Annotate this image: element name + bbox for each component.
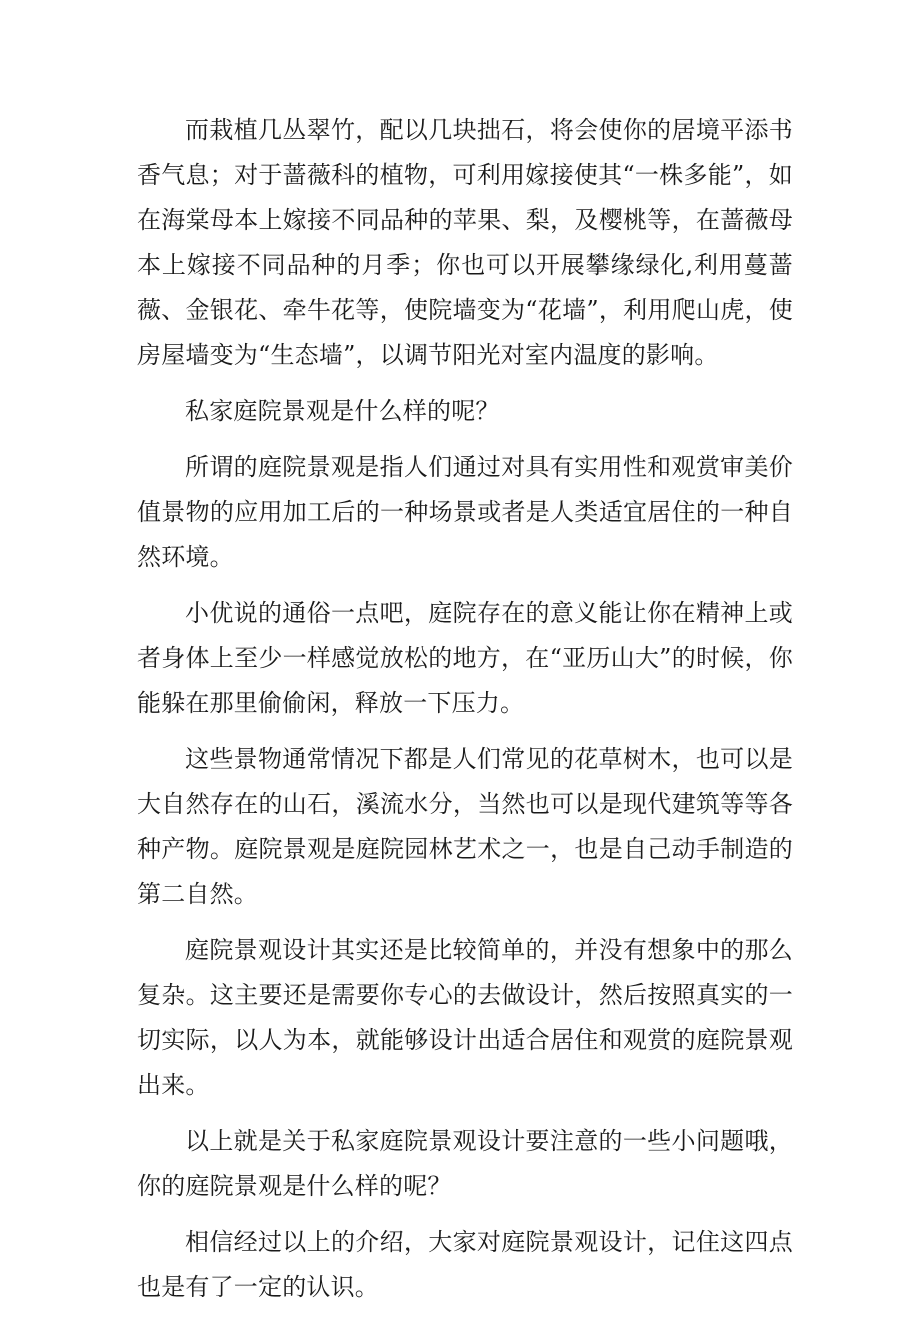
paragraph-7: 以上就是关于私家庭院景观设计要注意的一些小问题哦，你的庭院景观是什么样的呢？ [137,1127,793,1200]
document-body [137,108,793,1321]
paragraph-2: 私家庭院景观是什么样的呢？ [185,397,500,425]
paragraph-5: 这些景物通常情况下都是人们常见的花草树木，也可以是大自然存在的山石，溪流水分，当然也可以是现代建筑等等各种产物。庭院景观是庭院园林艺术之一，也是自己动手制造的第二自然。 [137,745,793,908]
paragraph-1: 而栽植几丛翠竹，配以几块拙石，将会使你的居境平添书香气息；对于蔷薇科的植物，可利用嫁接使其“一株多能”，如在海棠母本上嫁接不同品种的苹果、梨，及樱桃等，在蔷薇母本上嫁接不同品种的月季；你也可以开展攀缘绿化,利用蔓蔷薇、金银花、牵牛花等，使院墙变为“花墙”，利用爬山虎，使房屋墙变为“生态墙”，以调节阳光对室内温度的影响。 [137,116,793,369]
paragraph-6: 庭院景观设计其实还是比较简单的，并没有想象中的那么复杂。这主要还是需要你专心的去做设计，然后按照真实的一切实际，以人为本，就能够设计出适合居住和观赏的庭院景观出来。 [137,936,793,1099]
paragraph-3: 所谓的庭院景观是指人们通过对具有实用性和观赏审美价值景物的应用加工后的一种场景或者是人类适宜居住的一种自然环境。 [137,453,793,571]
paragraph-4: 小优说的通俗一点吧，庭院存在的意义能让你在精神上或者身体上至少一样感觉放松的地方，在“亚历山大”的时候，你能躲在那里偷偷闲，释放一下压力。 [137,599,793,717]
paragraph-8: 相信经过以上的介绍，大家对庭院景观设计，记住这四点也是有了一定的认识。 [137,1228,793,1301]
